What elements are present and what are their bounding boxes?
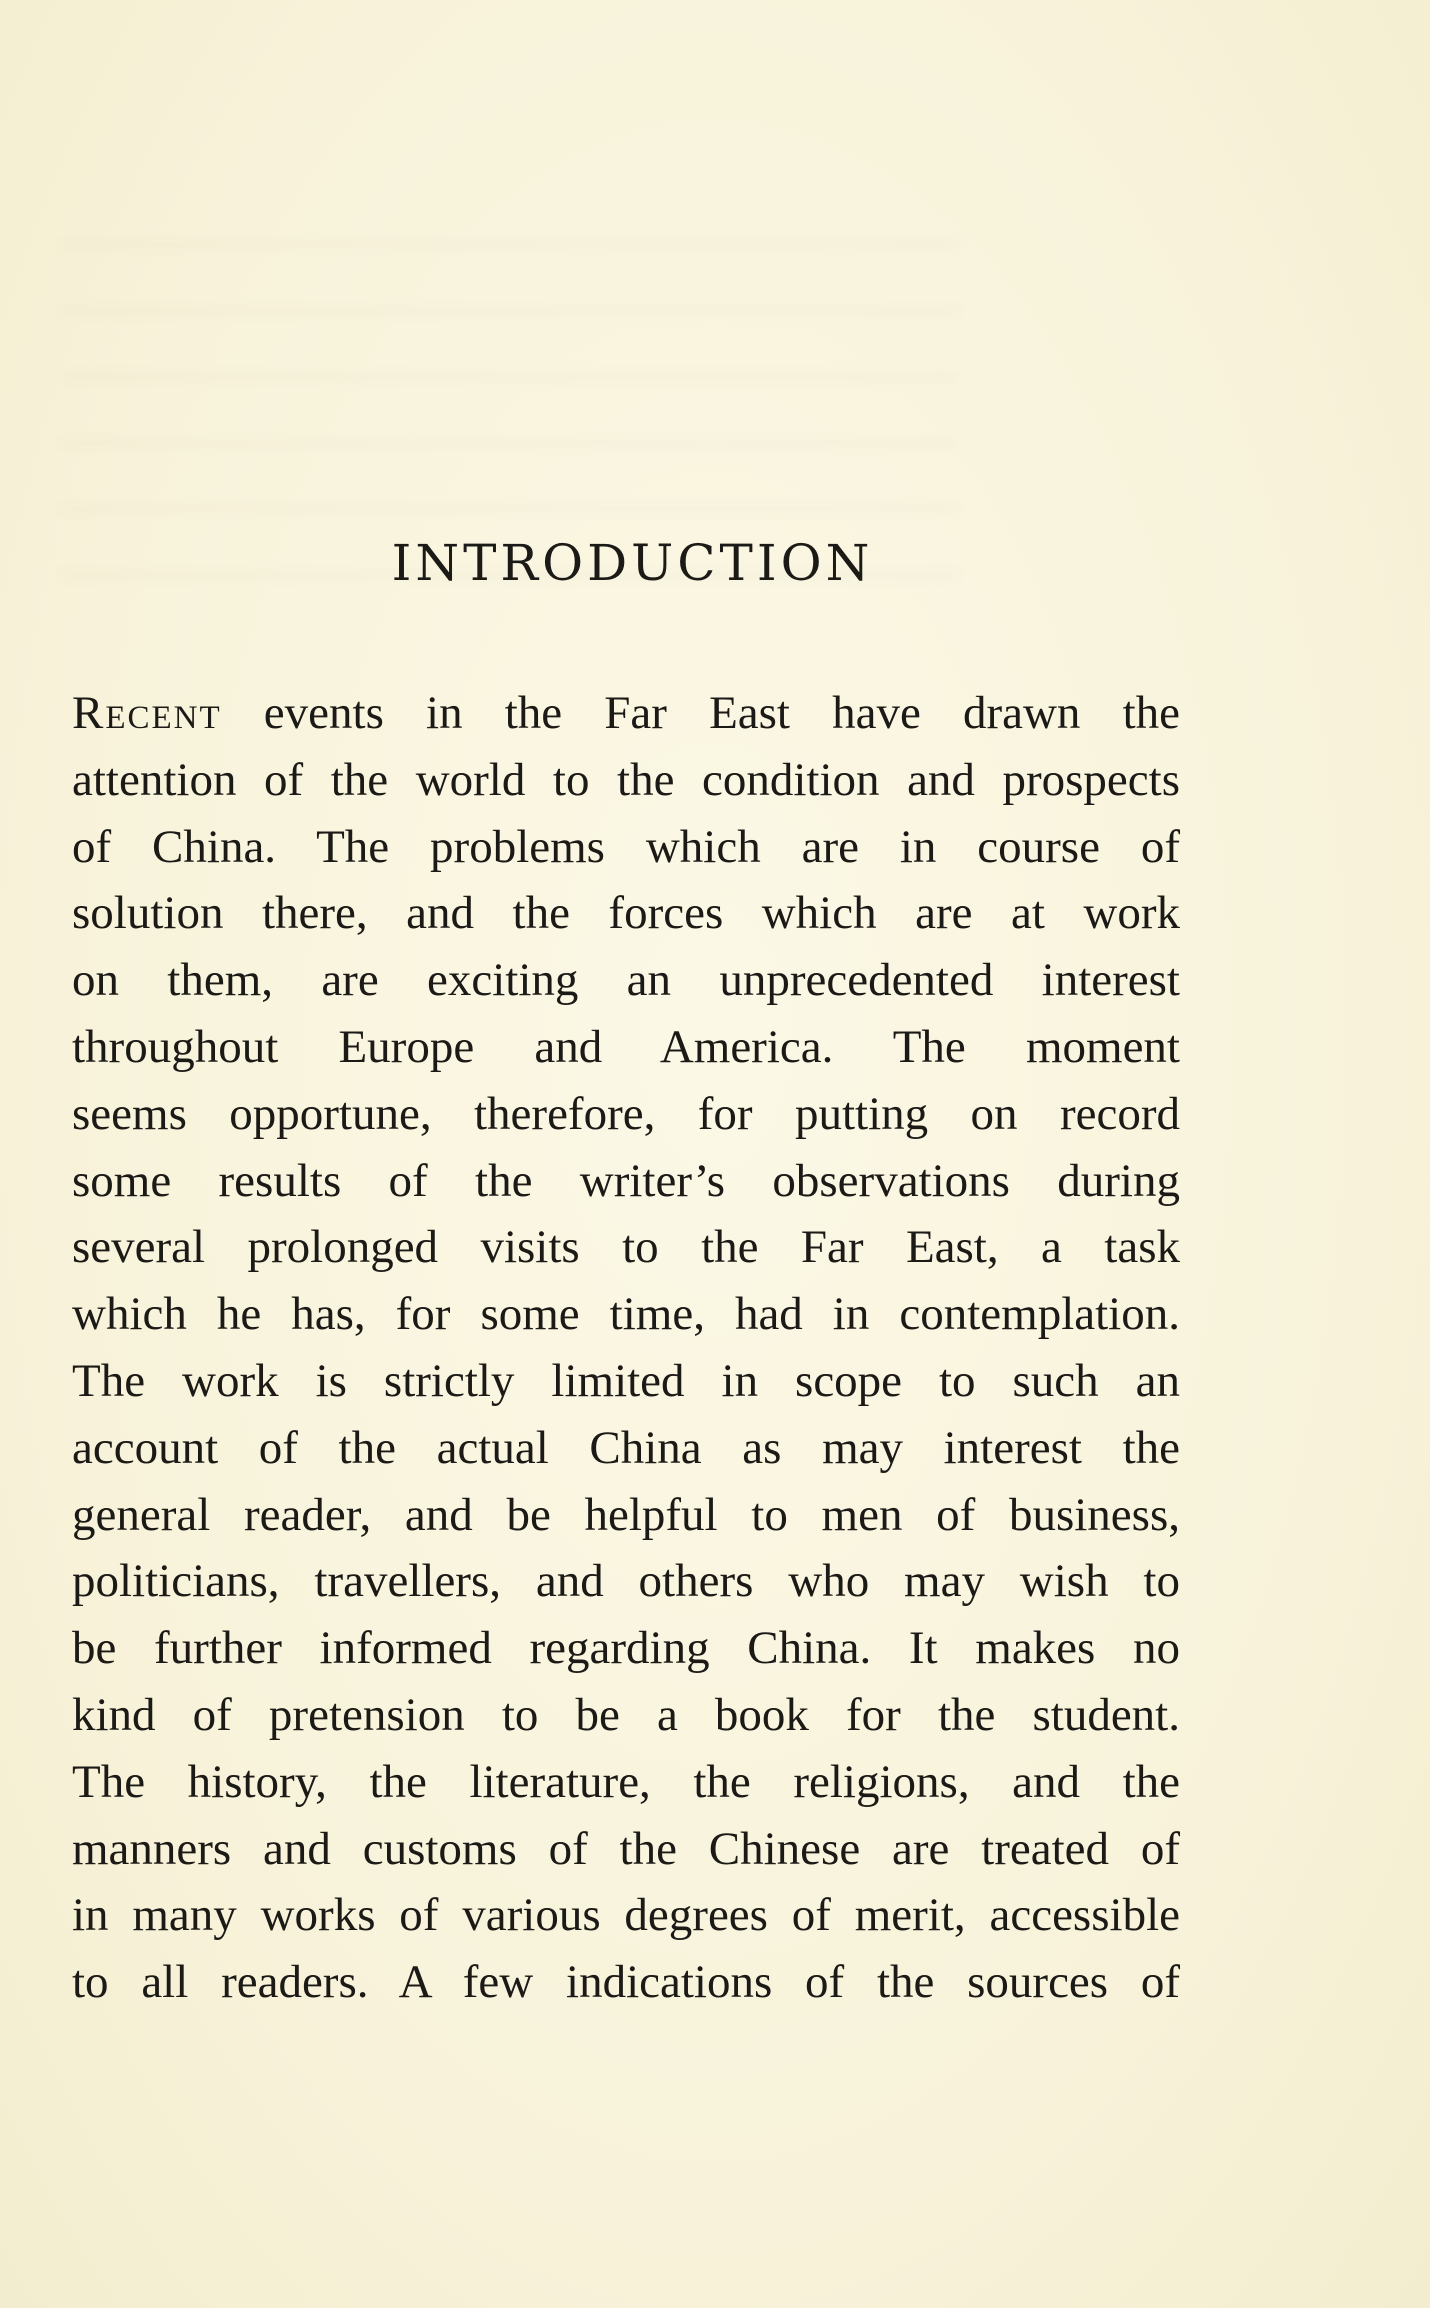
text-line: The history, the literature, the religions, and the: [72, 1755, 1180, 1808]
text-line: to all readers. A few indications of the sources of: [72, 1956, 1180, 2009]
lead-word: Recent: [72, 687, 222, 739]
text-line: general reader, and be helpful to men of business,: [72, 1488, 1180, 1541]
text-line: politicians, travellers, and others who may wish to: [72, 1555, 1180, 1608]
text-line: seems opportune, therefore, for putting on record: [72, 1087, 1180, 1140]
text-line: The work is strictly limited in scope to such an: [72, 1354, 1180, 1407]
text-line: kind of pretension to be a book for the student.: [72, 1688, 1180, 1741]
text-line: be further informed regarding China. It makes no: [72, 1622, 1180, 1675]
text-line: [72, 680, 1180, 747]
text-line: account of the actual China as may interest the: [72, 1421, 1180, 1474]
introduction-paragraph: [72, 680, 1180, 2016]
text-line: some results of the writer’s observations during: [72, 1154, 1180, 1207]
text-line: of China. The problems which are in course of: [72, 820, 1180, 873]
text-line: throughout Europe and America. The moment: [72, 1020, 1180, 1073]
text-line: several prolonged visits to the Far East, a task: [72, 1221, 1180, 1274]
text-line: manners and customs of the Chinese are treated of: [72, 1822, 1180, 1875]
text-line-content: events in the Far East have drawn the: [221, 687, 1180, 739]
text-line: attention of the world to the condition and prospects: [72, 753, 1180, 806]
chapter-heading: INTRODUCTION: [391, 534, 874, 592]
text-line: on them, are exciting an unprecedented interest: [72, 954, 1180, 1007]
text-line: solution there, and the forces which are at work: [72, 887, 1180, 940]
text-line: which he has, for some time, had in contemplation.: [72, 1288, 1180, 1341]
text-line: in many works of various degrees of merit, accessible: [72, 1889, 1180, 1942]
